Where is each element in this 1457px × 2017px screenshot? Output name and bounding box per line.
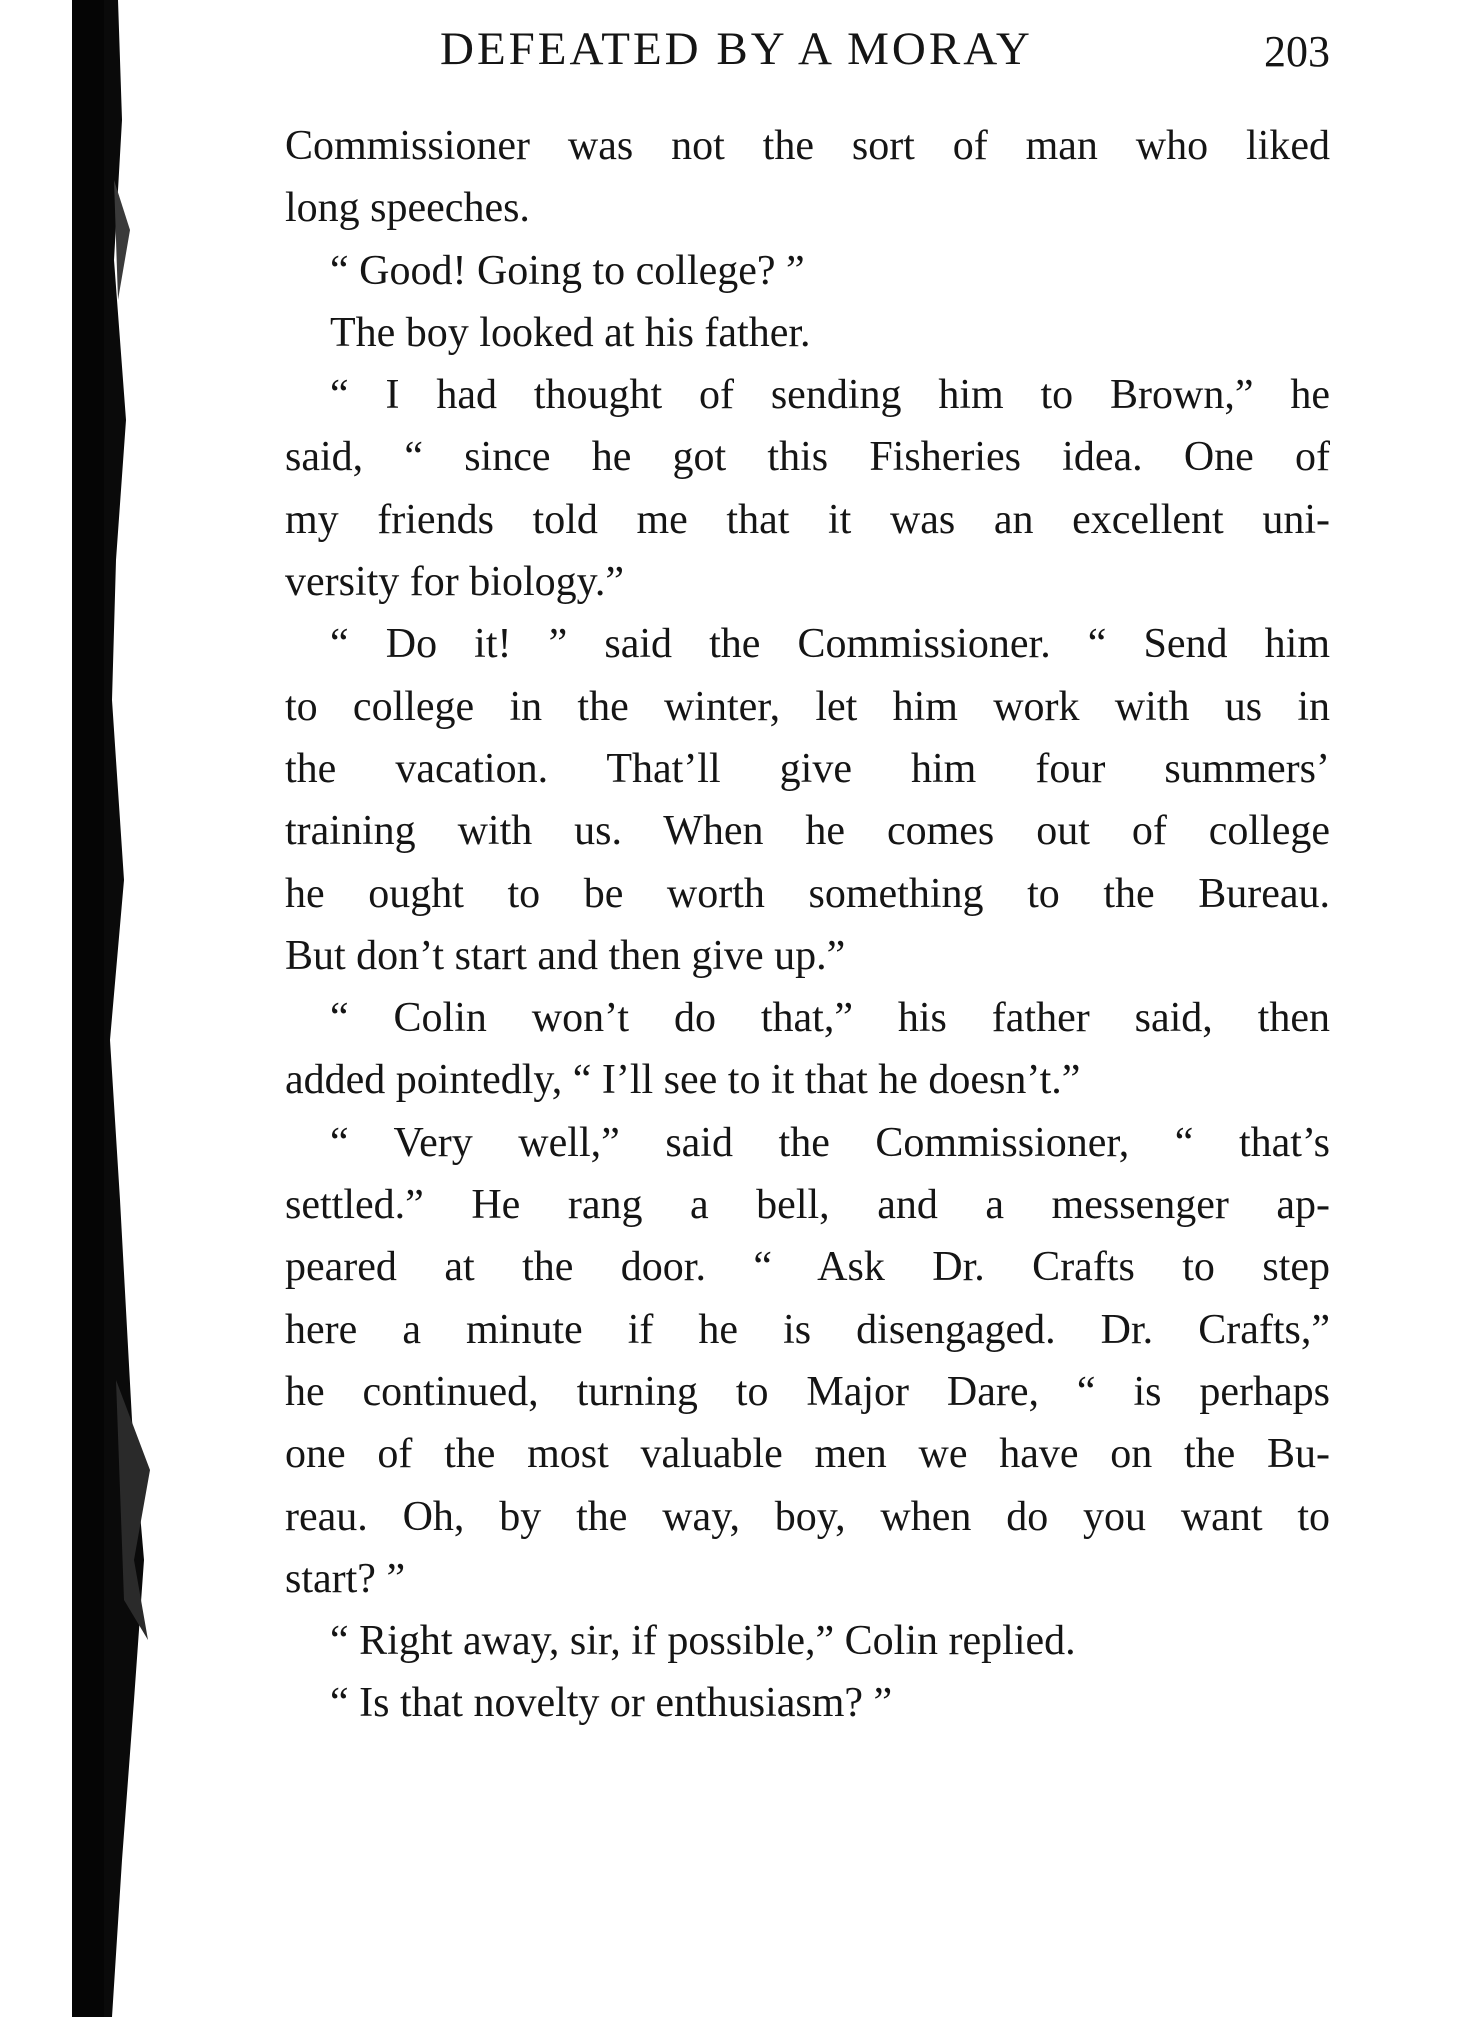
page-binding-edge-texture: [104, 0, 164, 2017]
body-text: [285, 115, 1330, 1735]
text-line: he continued, turning to Major Dare, “ is perhaps: [285, 1368, 1330, 1415]
text-line: “ Do it! ” said the Commissioner. “ Send him: [330, 621, 1330, 668]
text-line: “ Colin won’t do that,” his father said, then: [330, 995, 1330, 1042]
text-line: my friends told me that it was an excellent uni-: [285, 496, 1330, 543]
text-line: “ I had thought of sending him to Brown,” he: [330, 372, 1330, 419]
text-line: The boy looked at his father.: [330, 309, 811, 356]
running-title: DEFEATED BY A MORAY: [440, 23, 1033, 75]
text-line: one of the most valuable men we have on the Bu-: [285, 1431, 1330, 1478]
text-line: to college in the winter, let him work with us in: [285, 683, 1330, 730]
text-line: versity for biology.”: [285, 559, 625, 606]
text-line: peared at the door. “ Ask Dr. Crafts to step: [285, 1244, 1330, 1291]
text-line: long speeches.: [285, 185, 530, 232]
text-line: added pointedly, “ I’ll see to it that he doesn’t.”: [285, 1057, 1081, 1104]
text-line: Commissioner was not the sort of man who liked: [285, 123, 1330, 169]
running-header: [285, 22, 1330, 92]
text-line: training with us. When he comes out of college: [285, 808, 1330, 855]
text-line: here a minute if he is disengaged. Dr. Crafts,”: [285, 1306, 1330, 1353]
text-line: the vacation. That’ll give him four summers’: [285, 745, 1330, 792]
text-line: “ Very well,” said the Commissioner, “ that’s: [330, 1119, 1330, 1166]
text-line: “ Right away, sir, if possible,” Colin replied.: [330, 1618, 1076, 1665]
text-line: he ought to be worth something to the Bureau.: [285, 870, 1330, 917]
page-number: 203: [1264, 27, 1330, 76]
text-line: But don’t start and then give up.”: [285, 932, 846, 979]
text-line: start? ”: [285, 1555, 406, 1602]
text-line: “ Good! Going to college? ”: [330, 247, 805, 294]
text-line: reau. Oh, by the way, boy, when do you want to: [285, 1493, 1330, 1540]
text-line: said, “ since he got this Fisheries idea. One of: [285, 434, 1330, 481]
text-line: “ Is that novelty or enthusiasm? ”: [330, 1680, 893, 1727]
page-binding-shadow: [72, 0, 106, 2017]
text-line: settled.” He rang a bell, and a messenger ap-: [285, 1182, 1330, 1229]
